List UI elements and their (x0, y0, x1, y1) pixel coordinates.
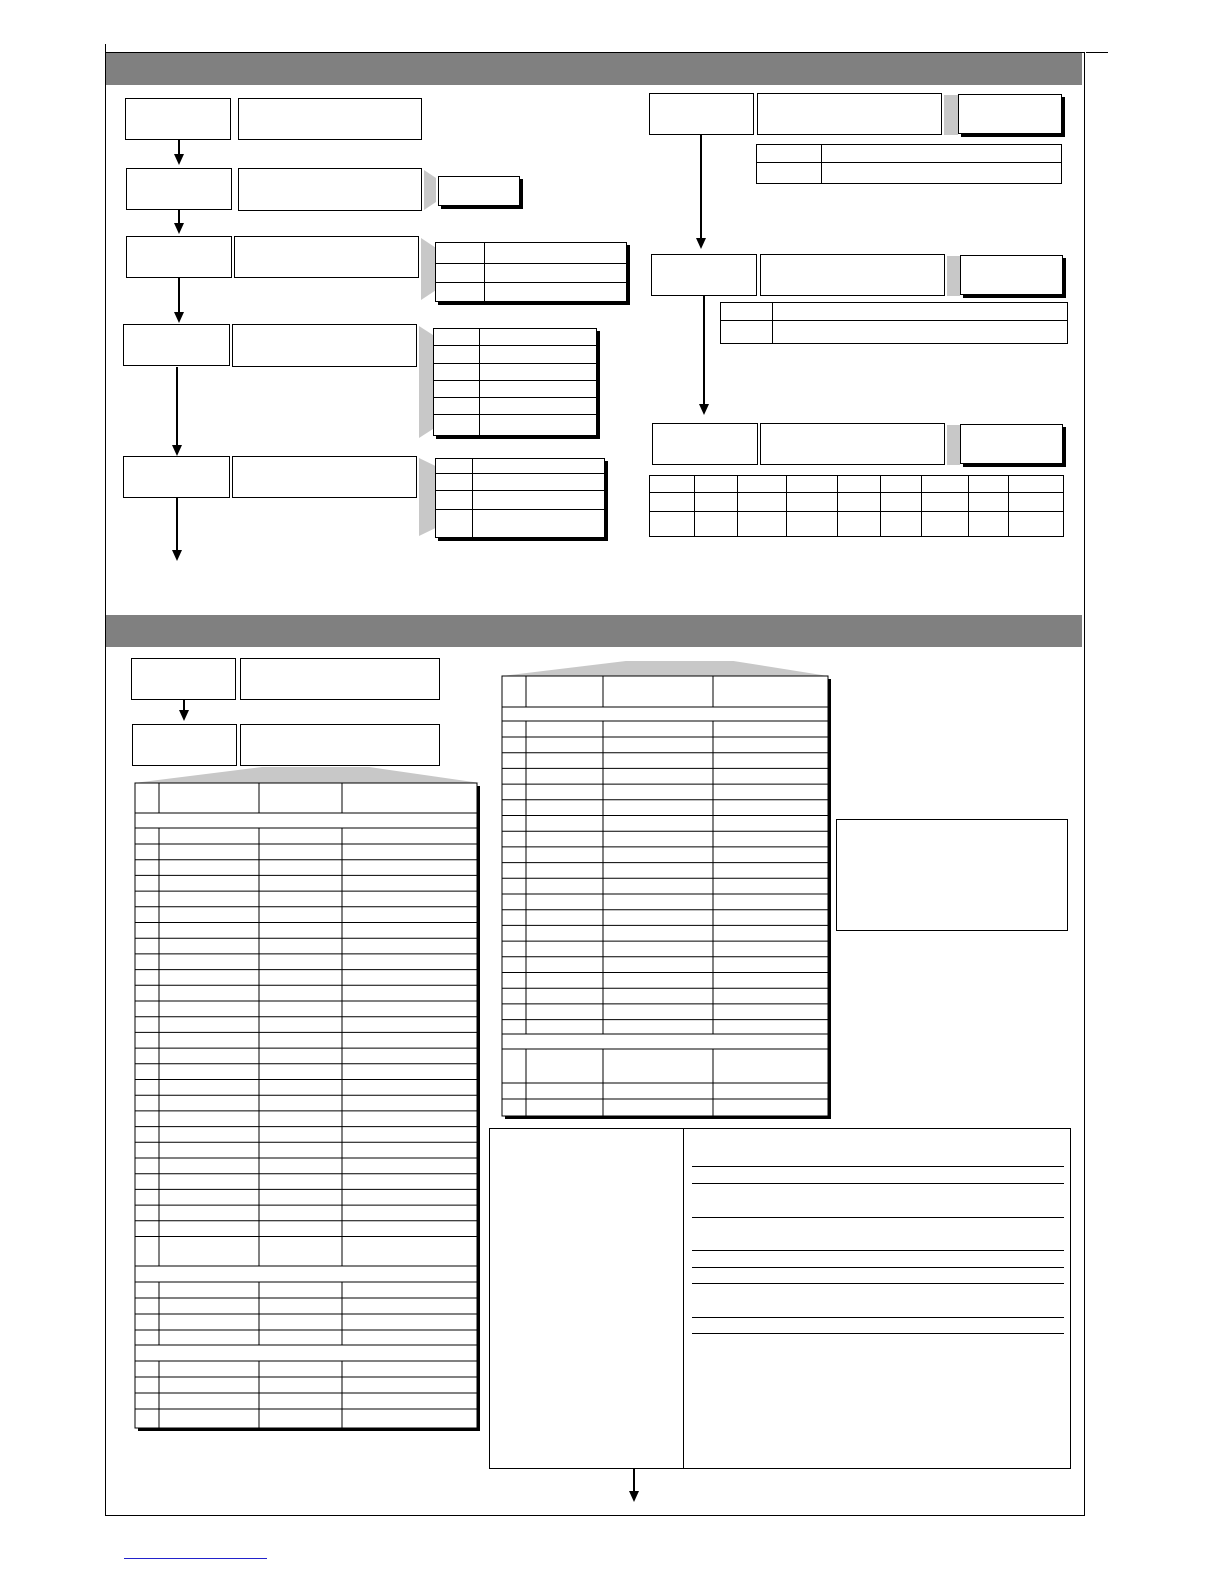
flow-arrow (633, 1469, 635, 1491)
flow-arrow-head (629, 1491, 639, 1502)
note-box (836, 819, 1068, 931)
footer-link[interactable] (124, 1558, 267, 1559)
description-table (489, 1128, 1071, 1469)
table-border (502, 676, 828, 1116)
